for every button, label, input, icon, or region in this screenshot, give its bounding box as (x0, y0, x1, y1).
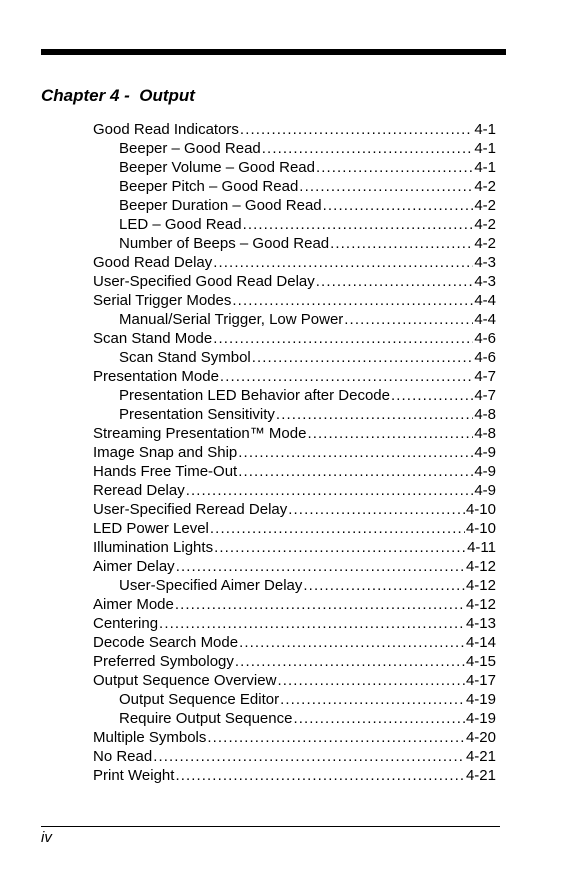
header-rule (41, 49, 506, 55)
toc-entry[interactable] (93, 177, 496, 196)
dot-leader (238, 462, 473, 481)
toc-entry[interactable] (93, 310, 496, 329)
toc-entry-page: 4-13 (465, 615, 496, 632)
toc-entry[interactable] (93, 652, 496, 671)
dot-leader (330, 234, 473, 253)
toc-entry-page: 4-14 (465, 634, 496, 651)
dot-leader (277, 671, 465, 690)
toc-entry[interactable] (93, 196, 496, 215)
toc-entry-title: Beeper Duration – Good Read (119, 197, 322, 214)
toc-entry-page: 4-3 (474, 254, 496, 271)
dot-leader (293, 709, 465, 728)
dot-leader (240, 120, 473, 139)
toc-entry[interactable] (93, 481, 496, 500)
toc-entry[interactable] (93, 120, 496, 139)
dot-leader (391, 386, 473, 405)
toc-entry[interactable] (93, 671, 496, 690)
toc-entry[interactable] (93, 462, 496, 481)
dot-leader (238, 443, 473, 462)
toc-entry-page: 4-12 (465, 596, 496, 613)
footer-rule (41, 826, 500, 827)
toc-entry-page: 4-8 (474, 406, 496, 423)
toc-entry[interactable] (93, 291, 496, 310)
toc-entry[interactable] (93, 367, 496, 386)
dot-leader (262, 139, 474, 158)
toc-entry-title: Print Weight (93, 767, 175, 784)
toc-entry-title: Illumination Lights (93, 539, 214, 556)
toc-entry-page: 4-4 (474, 311, 496, 328)
toc-entry-title: Presentation LED Behavior after Decode (119, 387, 390, 404)
dot-leader (159, 614, 465, 633)
toc-entry[interactable] (93, 766, 496, 785)
dot-leader (176, 557, 465, 576)
toc-entry-title: Hands Free Time-Out (93, 463, 238, 480)
toc-entry-title: Streaming Presentation™ Mode (93, 425, 307, 442)
dot-leader (299, 177, 473, 196)
toc-entry[interactable] (93, 386, 496, 405)
toc-entry-page: 4-8 (474, 425, 496, 442)
toc-entry-page: 4-17 (465, 672, 496, 689)
dot-leader (243, 215, 474, 234)
dot-leader (252, 348, 474, 367)
toc-entry[interactable] (93, 538, 496, 557)
dot-leader (153, 747, 465, 766)
toc-entry[interactable] (93, 424, 496, 443)
dot-leader (307, 424, 473, 443)
toc-entry-page: 4-1 (474, 140, 496, 157)
toc-entry-title: Number of Beeps – Good Read (119, 235, 330, 252)
dot-leader (316, 272, 474, 291)
dot-leader (220, 367, 473, 386)
toc-entry[interactable] (93, 728, 496, 747)
toc-entry-page: 4-21 (465, 767, 496, 784)
toc-entry[interactable] (93, 158, 496, 177)
toc-entry-title: No Read (93, 748, 153, 765)
toc-entry-title: Presentation Mode (93, 368, 219, 385)
toc-entry-page: 4-9 (474, 482, 496, 499)
dot-leader (276, 405, 473, 424)
dot-leader (303, 576, 465, 595)
toc-entry[interactable] (93, 576, 496, 595)
toc-entry-page: 4-6 (474, 330, 496, 347)
toc-entry-title: Good Read Delay (93, 254, 213, 271)
toc-entry-title: Image Snap and Ship (93, 444, 238, 461)
dot-leader (213, 329, 473, 348)
dot-leader (186, 481, 474, 500)
toc-entry-page: 4-12 (465, 558, 496, 575)
page-number: iv (41, 829, 52, 846)
toc-entry-page: 4-7 (474, 387, 496, 404)
toc-entry-title: Good Read Indicators (93, 121, 239, 138)
toc-entry[interactable] (93, 348, 496, 367)
toc-entry-title: Output Sequence Overview (93, 672, 277, 689)
toc-entry-title: Decode Search Mode (93, 634, 239, 651)
toc-entry[interactable] (93, 272, 496, 291)
toc-entry[interactable] (93, 253, 496, 272)
toc-entry[interactable] (93, 595, 496, 614)
dot-leader (288, 500, 465, 519)
toc-entry-page: 4-10 (465, 501, 496, 518)
toc-entry[interactable] (93, 747, 496, 766)
toc-entry-page: 4-4 (474, 292, 496, 309)
dot-leader (323, 196, 474, 215)
toc-entry-page: 4-9 (474, 444, 496, 461)
toc-entry-title: Multiple Symbols (93, 729, 207, 746)
toc-entry-title: Reread Delay (93, 482, 185, 499)
toc-entry-page: 4-11 (467, 539, 496, 556)
toc-entry-title: LED – Good Read (119, 216, 242, 233)
toc-entry-title: Serial Trigger Modes (93, 292, 232, 309)
toc-entry-page: 4-2 (474, 197, 496, 214)
toc-entry[interactable] (93, 709, 496, 728)
toc-entry-title: Manual/Serial Trigger, Low Power (119, 311, 344, 328)
toc-entry-page: 4-10 (465, 520, 496, 537)
toc-entry-title: Aimer Mode (93, 596, 174, 613)
toc-entry-page: 4-9 (474, 463, 496, 480)
toc-entry-title: User-Specified Good Read Delay (93, 273, 315, 290)
toc-entry-page: 4-21 (465, 748, 496, 765)
toc-entry-page: 4-2 (474, 235, 496, 252)
toc-entry[interactable] (93, 234, 496, 253)
dot-leader (175, 595, 465, 614)
toc-entry-title: LED Power Level (93, 520, 209, 537)
toc-entry-page: 4-15 (465, 653, 496, 670)
toc-entry[interactable] (93, 614, 496, 633)
toc-entry[interactable] (93, 633, 496, 652)
toc-entry-page: 4-2 (474, 216, 496, 233)
toc-entry-title: Scan Stand Symbol (119, 349, 251, 366)
toc-entry-page: 4-1 (474, 159, 496, 176)
toc-entry-page: 4-20 (465, 729, 496, 746)
toc-entry[interactable] (93, 329, 496, 348)
chapter-title: Chapter 4 - Output (41, 86, 195, 105)
toc-entry-title: Preferred Symbology (93, 653, 234, 670)
toc-entry-title: Beeper – Good Read (119, 140, 261, 157)
toc-entry-title: Beeper Volume – Good Read (119, 159, 315, 176)
dot-leader (344, 310, 473, 329)
dot-leader (235, 652, 465, 671)
toc-entry[interactable] (93, 690, 496, 709)
toc-entry-page: 4-6 (474, 349, 496, 366)
toc-entry-title: User-Specified Reread Delay (93, 501, 288, 518)
toc-entry-page: 4-3 (474, 273, 496, 290)
toc-entry-title: Beeper Pitch – Good Read (119, 178, 299, 195)
toc-entry[interactable] (93, 139, 496, 158)
dot-leader (232, 291, 473, 310)
toc-entry-title: Presentation Sensitivity (119, 406, 275, 423)
dot-leader (207, 728, 465, 747)
toc-entry-title: Scan Stand Mode (93, 330, 213, 347)
toc-entry[interactable] (93, 500, 496, 519)
toc-entry-page: 4-7 (474, 368, 496, 385)
dot-leader (214, 538, 466, 557)
toc-entry-page: 4-19 (465, 691, 496, 708)
toc-entry-page: 4-12 (465, 577, 496, 594)
dot-leader (316, 158, 473, 177)
toc-entry-title: Centering (93, 615, 159, 632)
toc-entry-page: 4-2 (474, 178, 496, 195)
toc-entry[interactable] (93, 443, 496, 462)
dot-leader (280, 690, 465, 709)
toc-entry-title: Aimer Delay (93, 558, 175, 575)
toc-entry[interactable] (93, 405, 496, 424)
toc-entry[interactable] (93, 519, 496, 538)
dot-leader (175, 766, 465, 785)
toc-entry[interactable] (93, 215, 496, 234)
toc-entry-page: 4-19 (465, 710, 496, 727)
toc-entry-page: 4-1 (474, 121, 496, 138)
dot-leader (239, 633, 465, 652)
toc-entry-title: Output Sequence Editor (119, 691, 280, 708)
table-of-contents (93, 120, 496, 785)
dot-leader (210, 519, 465, 538)
dot-leader (213, 253, 473, 272)
toc-entry-title: Require Output Sequence (119, 710, 293, 727)
toc-entry[interactable] (93, 557, 496, 576)
toc-entry-title: User-Specified Aimer Delay (119, 577, 303, 594)
